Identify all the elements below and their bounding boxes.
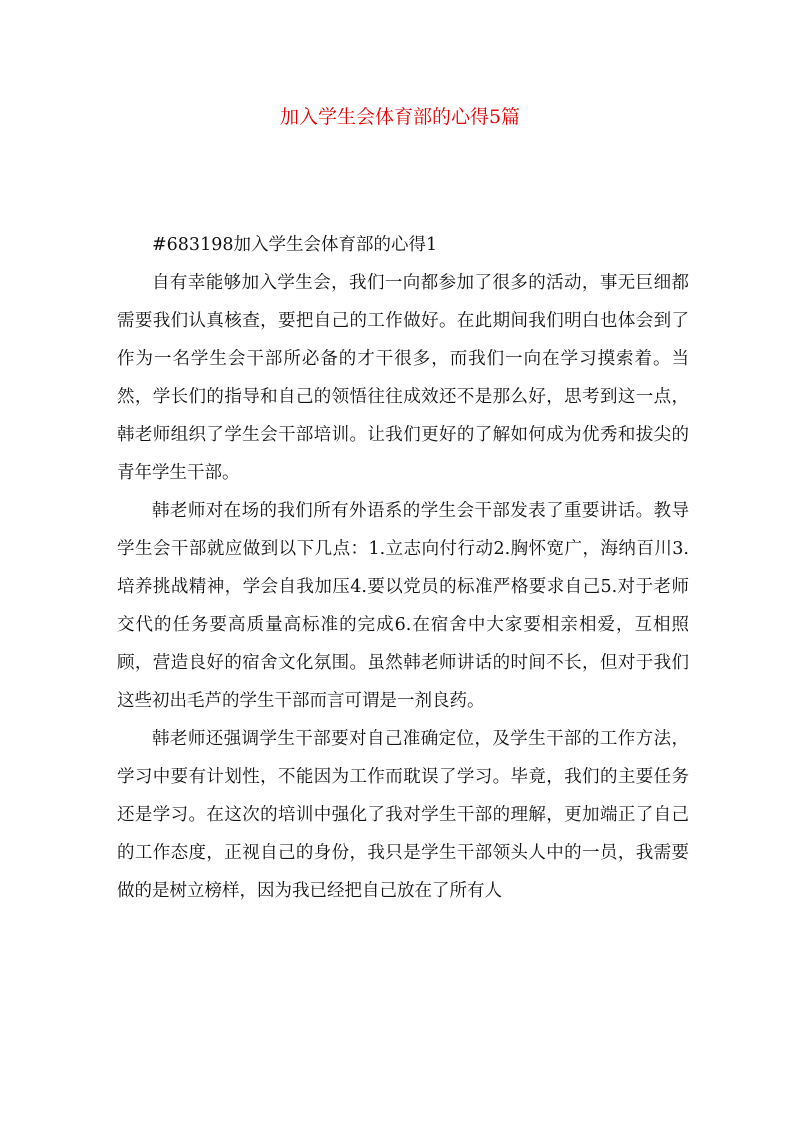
document-body — [117, 226, 689, 910]
paragraph-2: 韩老师对在场的我们所有外语系的学生会干部发表了重要讲话。教导学生会干部就应做到以下几点：1.立志向付行动2.胸怀宽广，海纳百川3.培养挑战精神，学会自我加压4.要以党员的标准严格要求自己5.对于老师交代的任务要高质量高标准的完成6.在宿舍中大家要相亲相爱，互相照顾，营造良好的宿舍文化氛围。虽然韩老师讲话的时间不长，但对于我们这些初出毛芦的学生干部而言可谓是一剂良药。 — [117, 501, 689, 711]
paragraph-3: 韩老师还强调学生干部要对自己准确定位，及学生干部的工作方法，学习中要有计划性，不能因为工作而耽误了学习。毕竟，我们的主要任务还是学习。在这次的培训中强化了我对学生干部的理解，更加端正了自己的工作态度，正视自己的身份，我只是学生干部领头人中的一员，我需要做的是树立榜样，因为我已经把自己放在了所有人 — [117, 729, 689, 901]
paragraph-1: 自有幸能够加入学生会，我们一向都参加了很多的活动，事无巨细都需要我们认真核查，要把自己的工作做好。在此期间我们明白也体会到了作为一名学生会干部所必备的才干很多，而我们一向在学习摸索着。当然，学长们的指导和自己的领悟往往成效还不是那么好，思考到这一点，韩老师组织了学生会干部培训。让我们更好的了解如何成为优秀和拔尖的青年学生干部。 — [117, 273, 689, 483]
document-title: 加入学生会体育部的心得5篇 — [279, 106, 521, 128]
section-heading: #683198加入学生会体育部的心得1 — [152, 235, 438, 255]
